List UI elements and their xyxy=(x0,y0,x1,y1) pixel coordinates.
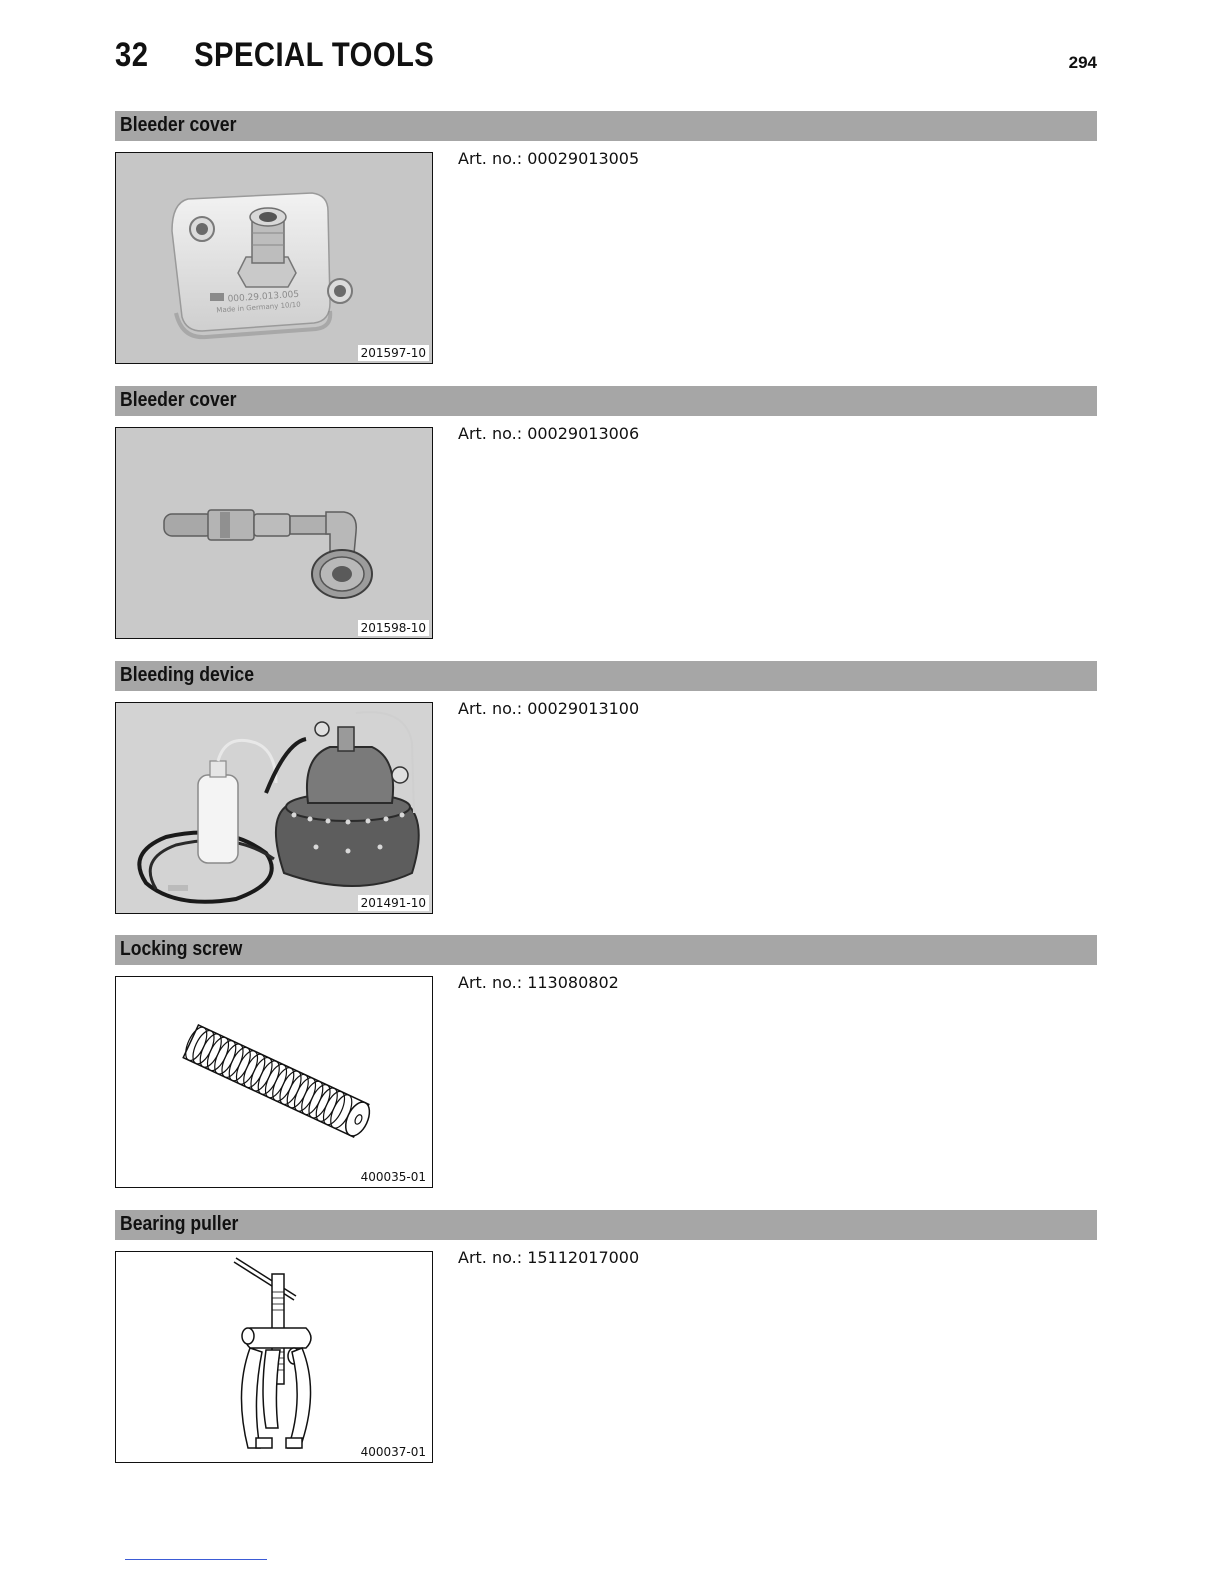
tool-section-bleeder-cover-2 xyxy=(115,386,1097,641)
art-number-label: Art. no.: xyxy=(458,424,523,443)
art-number-value: 00029013006 xyxy=(527,424,640,443)
figure-id: 201597-10 xyxy=(358,345,429,361)
tool-photo-bleeder-adapter xyxy=(115,427,433,639)
art-number xyxy=(458,424,639,443)
tool-photo-bleeding-device xyxy=(115,702,433,914)
page-number: 294 xyxy=(1068,53,1097,72)
section-title: Bleeder cover xyxy=(120,389,237,411)
section-title-bar xyxy=(115,1210,1097,1240)
section-title: Bleeding device xyxy=(120,664,255,686)
tool-section-bearing-puller xyxy=(115,1210,1097,1465)
section-title-bar xyxy=(115,386,1097,416)
art-number-label: Art. no.: xyxy=(458,973,523,992)
art-number xyxy=(458,699,639,718)
art-number-label: Art. no.: xyxy=(458,149,523,168)
footer-link-underline[interactable] xyxy=(125,1559,267,1560)
chapter-number: 32 xyxy=(115,36,149,74)
art-number xyxy=(458,1248,639,1267)
tool-drawing-locking-screw xyxy=(115,976,433,1188)
figure-id: 201598-10 xyxy=(358,620,429,636)
section-title: Locking screw xyxy=(120,938,243,960)
figure-id: 400037-01 xyxy=(358,1444,429,1460)
tool-photo-bleeder-cover-plate xyxy=(115,152,433,364)
section-title: Bleeder cover xyxy=(120,114,237,136)
tool-section-bleeder-cover-1 xyxy=(115,111,1097,366)
art-number-label: Art. no.: xyxy=(458,1248,523,1267)
tool-section-locking-screw xyxy=(115,935,1097,1190)
art-number-value: 00029013100 xyxy=(527,699,640,718)
section-title: Bearing puller xyxy=(120,1213,239,1235)
tool-section-bleeding-device xyxy=(115,661,1097,916)
art-number xyxy=(458,149,639,168)
figure-id: 400035-01 xyxy=(358,1169,429,1185)
art-number-value: 113080802 xyxy=(527,973,619,992)
chapter-title: SPECIAL TOOLS xyxy=(194,36,435,74)
section-title-bar xyxy=(115,935,1097,965)
tool-drawing-bearing-puller xyxy=(115,1251,433,1463)
chapter-heading xyxy=(115,36,434,75)
art-number-value: 00029013005 xyxy=(527,149,640,168)
art-number-value: 15112017000 xyxy=(527,1248,640,1267)
svg-text:000.29.013.005: 000.29.013.005 xyxy=(227,289,300,305)
tool-stamp-logo xyxy=(116,153,432,363)
art-number-label: Art. no.: xyxy=(458,699,523,718)
section-title-bar xyxy=(115,111,1097,141)
svg-text:Made in Germany 10/10: Made in Germany 10/10 xyxy=(216,300,301,315)
section-title-bar xyxy=(115,661,1097,691)
figure-id: 201491-10 xyxy=(358,895,429,911)
art-number xyxy=(458,973,619,992)
